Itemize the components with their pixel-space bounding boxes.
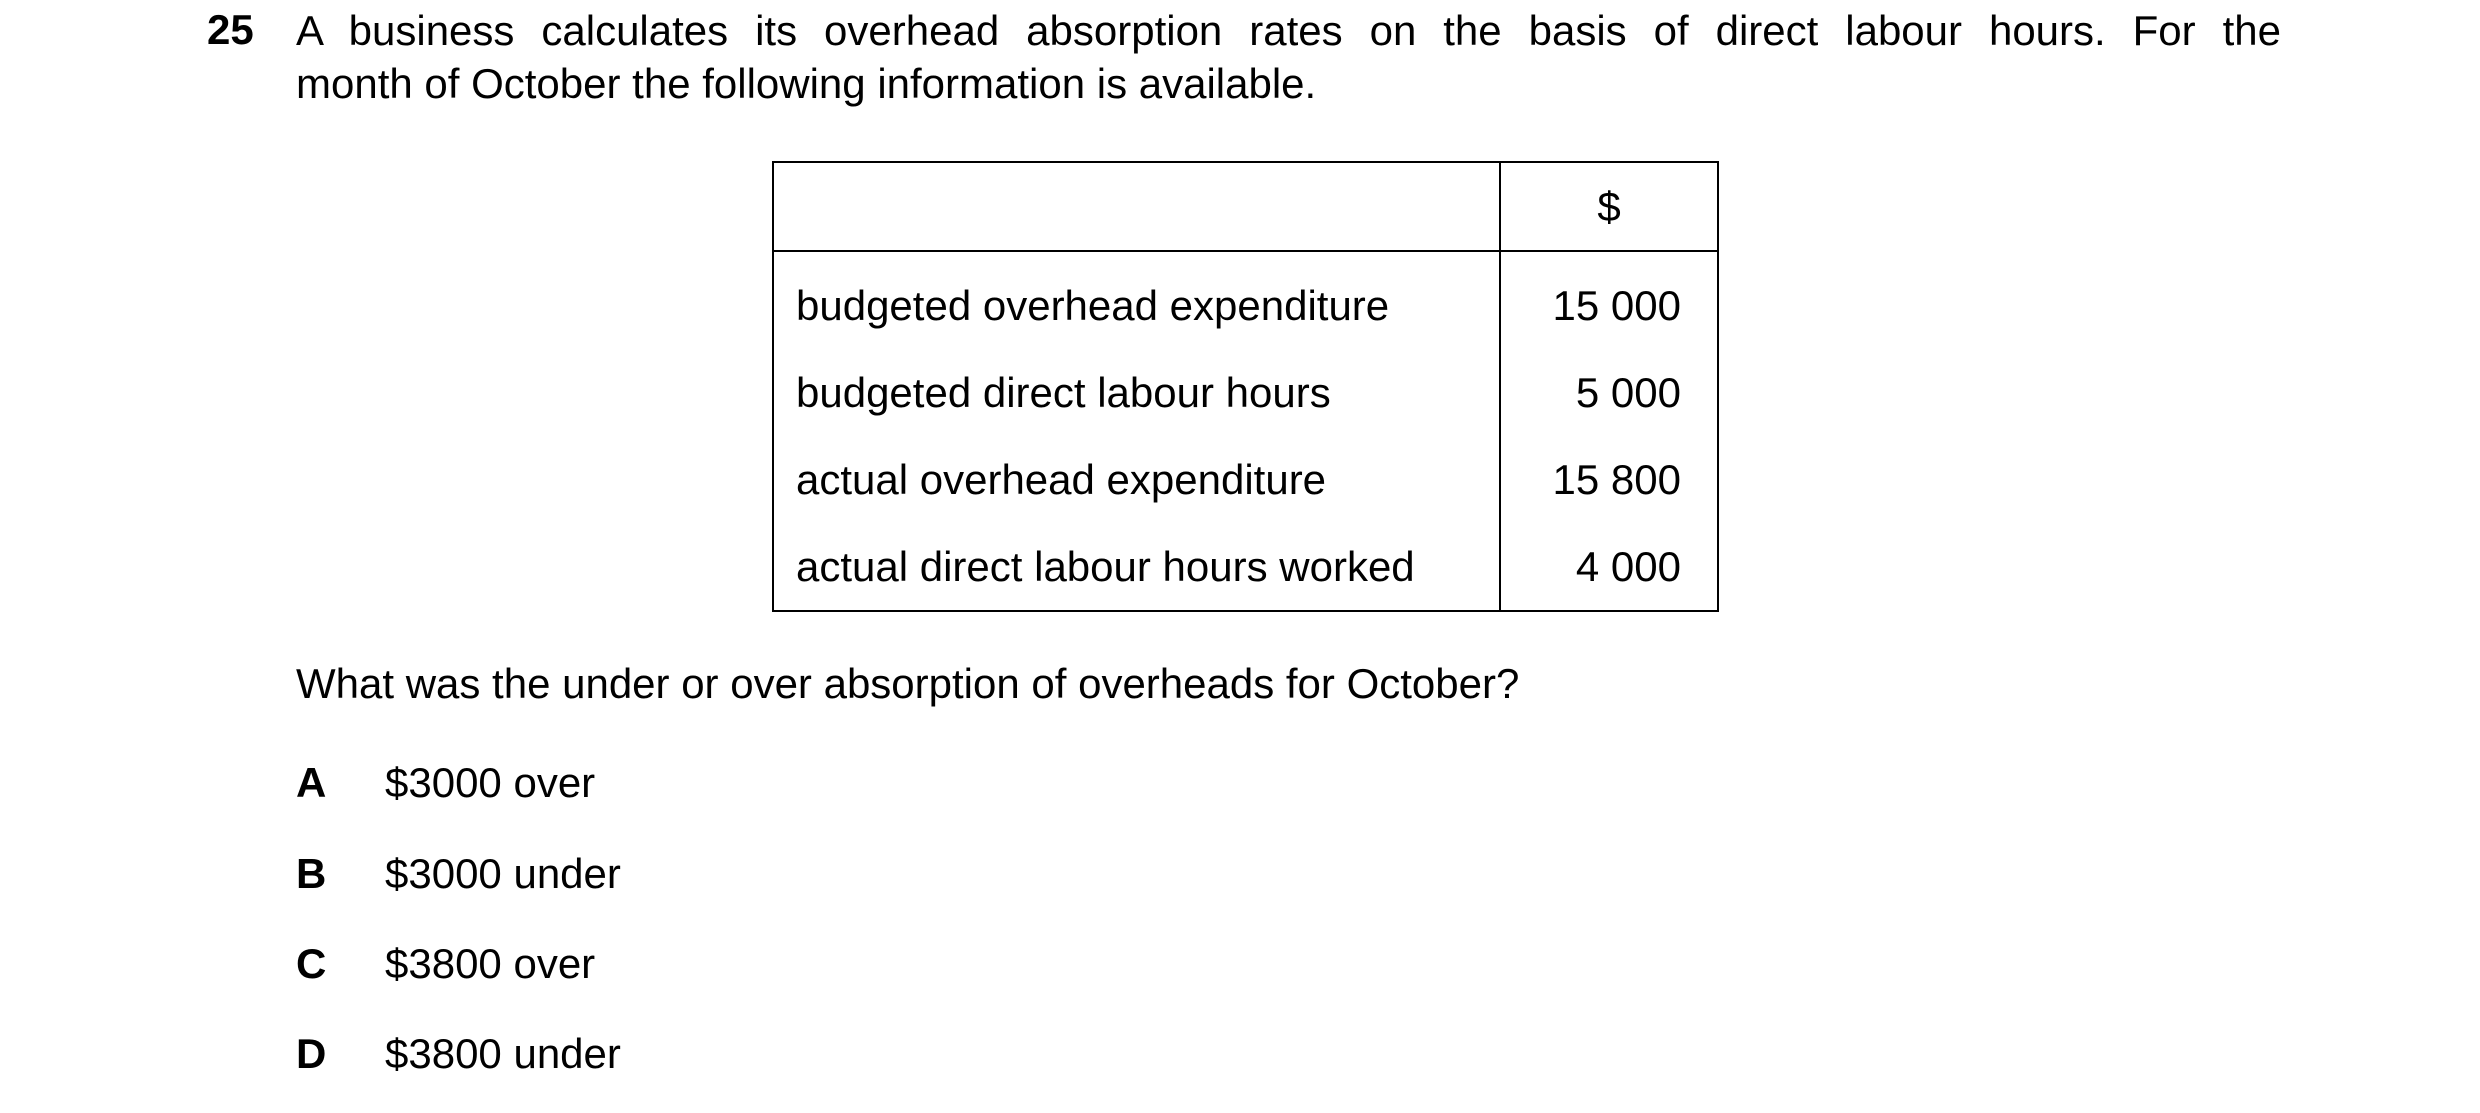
table-row-value: 4 000 [1500,523,1718,611]
option-letter: D [296,1030,327,1077]
table-row [773,349,1718,436]
option-b[interactable] [296,848,621,900]
option-c[interactable] [296,938,595,990]
table-row-label: actual direct labour hours worked [773,523,1500,611]
table-header-label [773,162,1500,251]
question-stem-line-2: month of October the following information is available. [296,60,1317,107]
table-row [773,436,1718,523]
question-number: 25 [207,6,254,53]
option-letter: C [296,940,327,987]
question-stem [296,4,2281,110]
table-row [773,251,1718,349]
question-stem-line-1: A business calculates its overhead absorption rates on the basis of direct labour hours. For the [296,7,2281,54]
table-row-value: 15 000 [1500,251,1718,349]
table-header-row [773,162,1718,251]
option-text: $3800 over [385,940,596,987]
table-row-value: 5 000 [1500,349,1718,436]
option-text: $3000 over [385,759,596,806]
option-d[interactable] [296,1028,621,1080]
option-a[interactable] [296,757,595,809]
table-row-label: actual overhead expenditure [773,436,1500,523]
option-text: $3000 under [385,850,621,897]
option-text: $3800 under [385,1030,621,1077]
table-row [773,523,1718,611]
table-row-label: budgeted overhead expenditure [773,251,1500,349]
table-row-label: budgeted direct labour hours [773,349,1500,436]
table-header-currency: $ [1500,162,1718,251]
option-letter: B [296,850,327,897]
question-prompt: What was the under or over absorption of overheads for October? [296,660,1520,707]
table-row-value: 15 800 [1500,436,1718,523]
information-table [772,161,1719,612]
option-letter: A [296,759,327,806]
